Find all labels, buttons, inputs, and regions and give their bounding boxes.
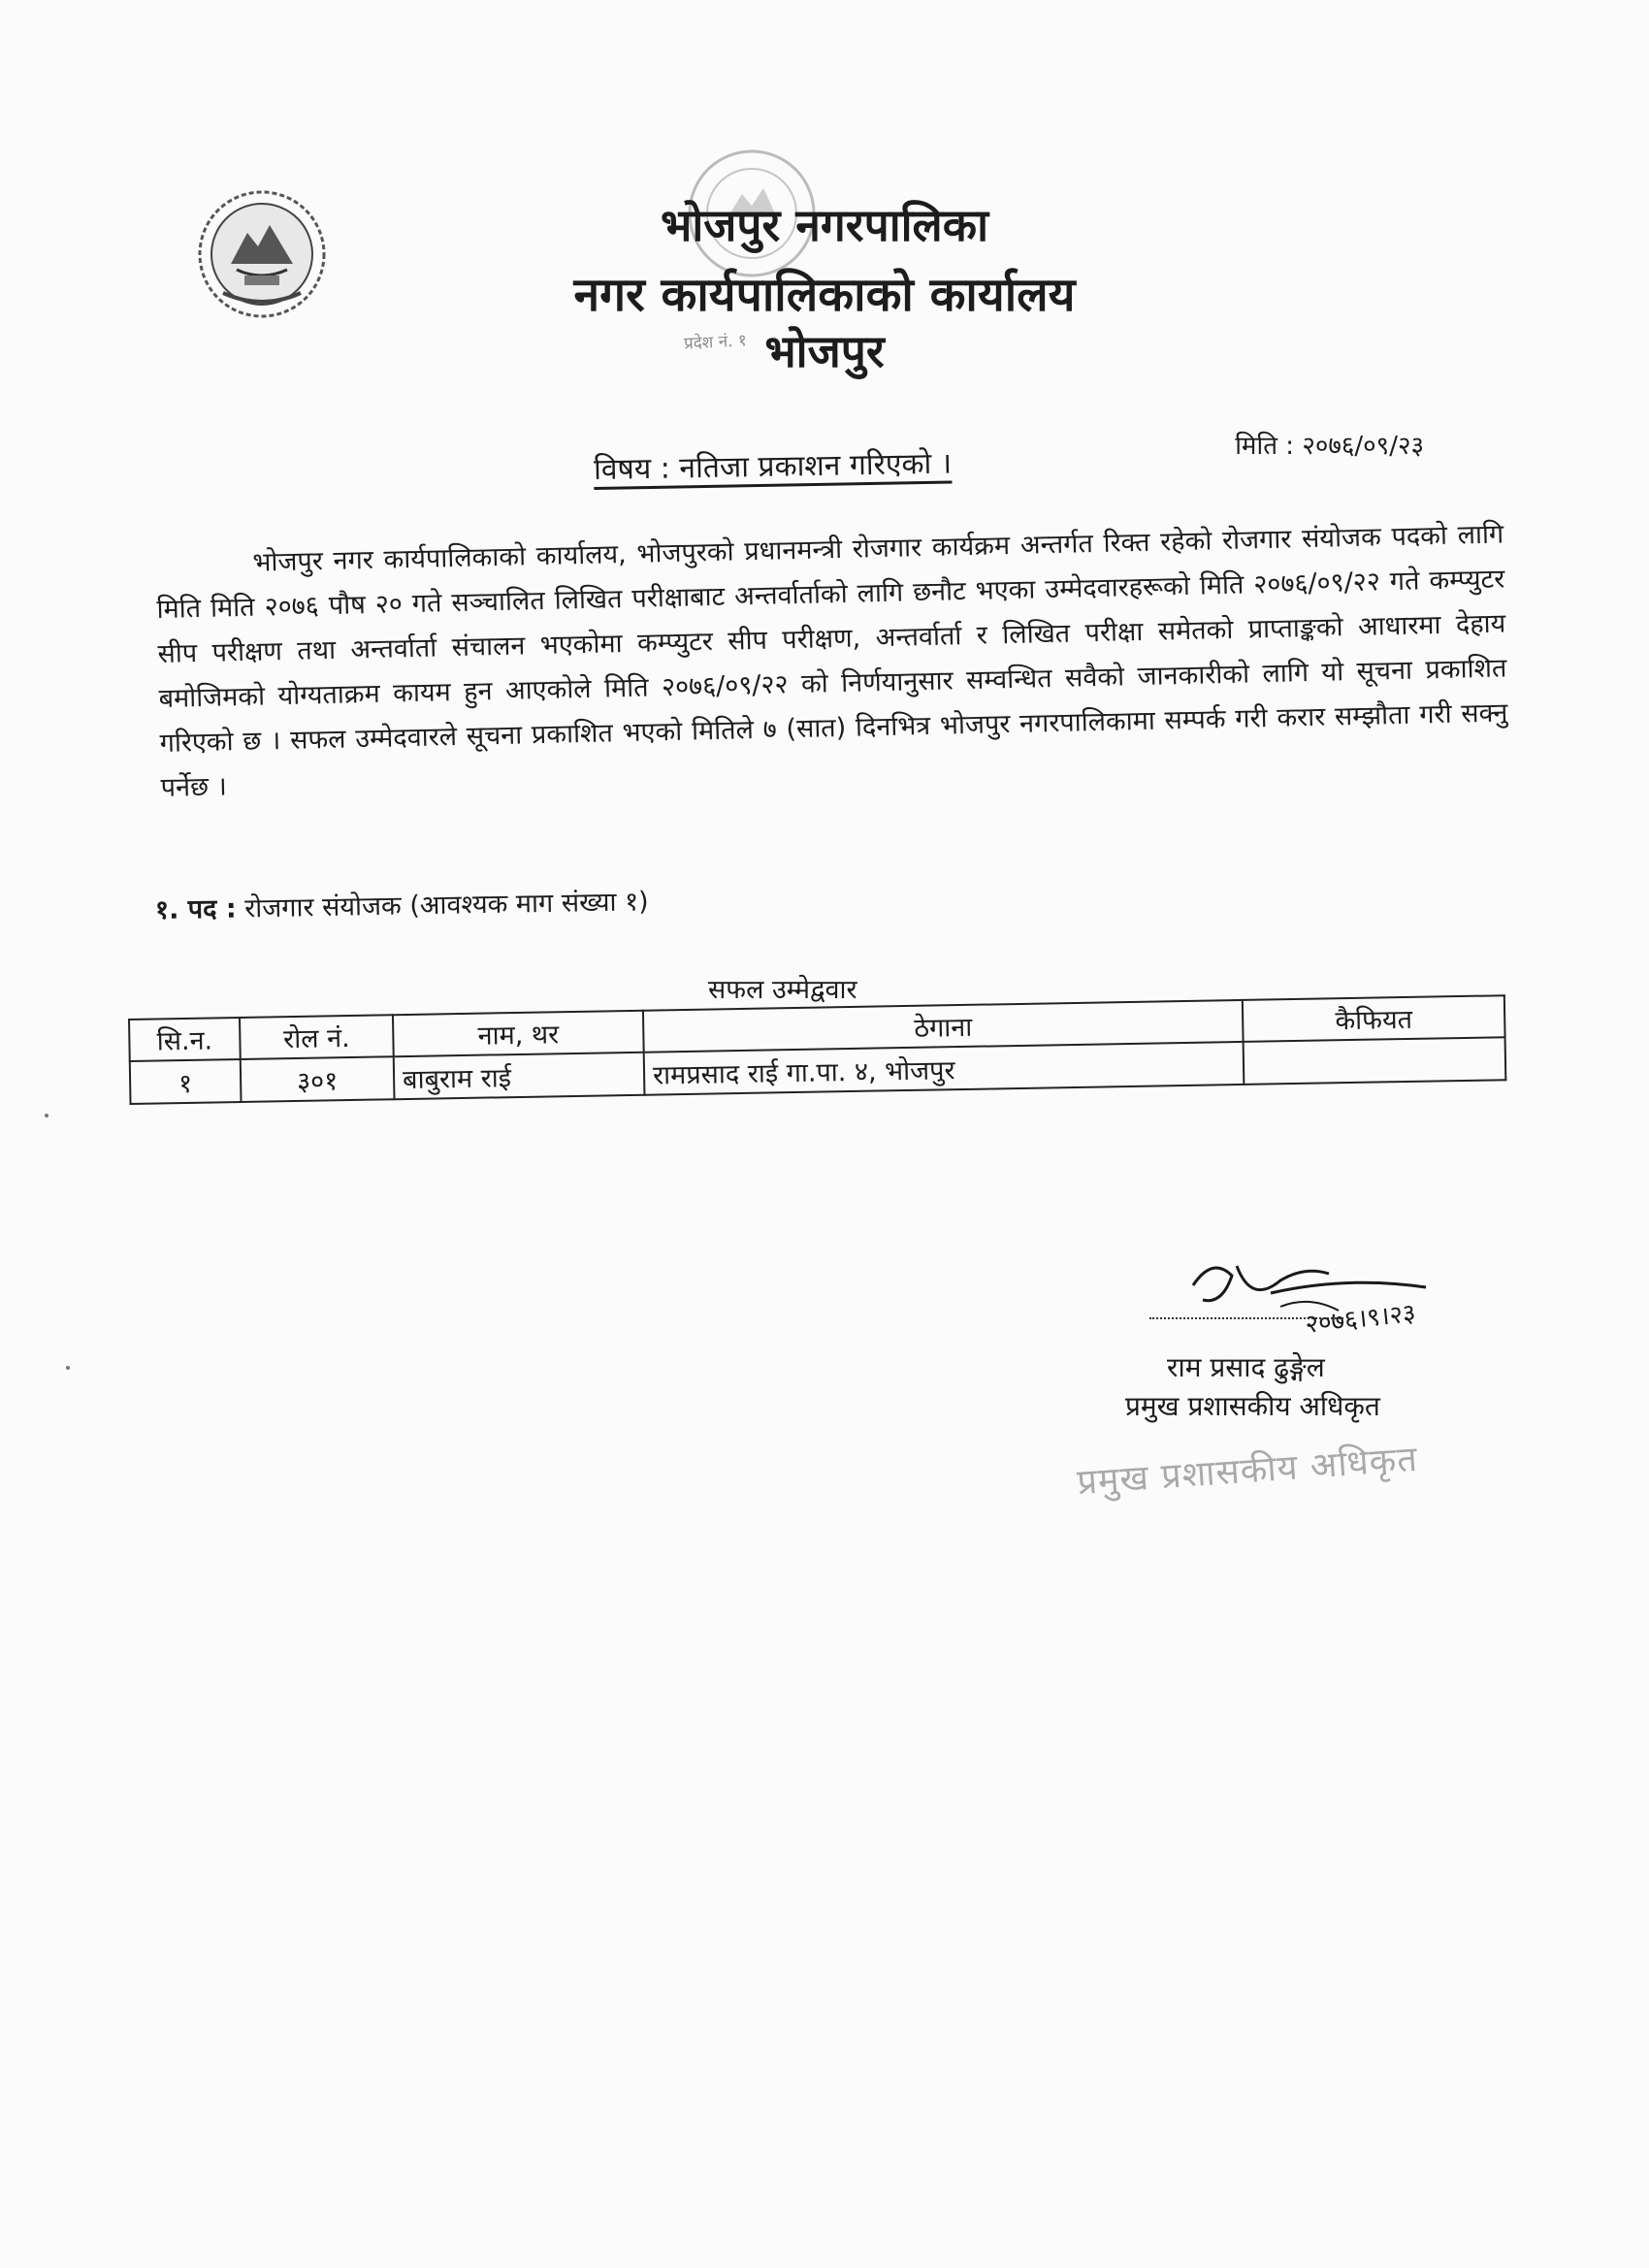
header-name: नाम, थर: [393, 1011, 644, 1056]
handwritten-signature: [1135, 1247, 1523, 1353]
results-table: [128, 994, 1506, 1105]
office-name: नगर कार्यपालिकाको कार्यालय: [573, 268, 1076, 322]
header-address: ठेगाना: [643, 1000, 1244, 1053]
signatory-title: प्रमुख प्रशासकीय अधिकृत: [1125, 1390, 1380, 1422]
post-value: रोजगार संयोजक (आवश्यक माग संख्या १): [243, 887, 649, 924]
table-caption: सफल उम्मेद्ववार: [708, 975, 857, 1005]
punch-mark: [45, 1114, 48, 1118]
office-location: भोजपुर: [764, 325, 885, 377]
cell-name: बाबुराम राई: [394, 1053, 645, 1099]
cell-sn: १: [130, 1059, 242, 1104]
post-line: [155, 882, 649, 926]
post-label: १. पद :: [154, 893, 237, 925]
header-roll: रोल नं.: [240, 1015, 394, 1059]
header-sn: सि.न.: [129, 1018, 241, 1061]
punch-mark: [66, 1366, 70, 1370]
results-table-wrap: [128, 994, 1506, 1105]
signatory-name: राम प्रसाद ढुङ्गेल: [1167, 1351, 1325, 1383]
letter-date: मिति : २०७६/०९/२३: [1235, 432, 1424, 461]
header-remarks: कैफियत: [1243, 995, 1505, 1042]
letter-subject: विषय : नतिजा प्रकाशन गरिएको ।: [593, 446, 953, 487]
cell-roll: ३०१: [241, 1056, 395, 1102]
stamp-province-text: प्रदेश नं. १: [683, 331, 748, 354]
designation-rubber-stamp: प्रमुख प्रशासकीय अधिकृत: [1076, 1439, 1420, 1504]
nepal-emblem-logo: [194, 186, 330, 322]
cell-remarks: [1244, 1037, 1506, 1085]
letter-body: भोजपुर नगर कार्यपालिकाको कार्यालय, भोजपुरको प्रधानमन्त्री रोजगार कार्यक्रम अन्तर्गत रिक्त रहेको रोजगार संयोजक पदको लागि मिति मिति २०७६ पौष २० गते सञ्चालित लिखित परीक्षाबाट अन्तर्वार्ताको लागि छनौट भएका उम्मेदवारहरूको मिति २०७६/०९/२२ गते कम्प्युटर सीप परीक्षण तथा अन्तर्वार्ता संचालन भएकोमा कम्प्युटर सीप परीक्षण, अन्तर्वार्ता र लिखित परीक्षा समेतको प्राप्ताङ्कको आधारमा देहाय बमोजिमको योग्यताक्रम कायम हुन आएकोले मिति २०७६/०९/२२ को निर्णयानुसार सम्वन्धित सवैको जानकारीको लागि यो सूचना प्रकाशित गरिएको छ । सफल उम्मेदवारले सूचना प्रकाशित भएको मितिले ७ (सात) दिनभित्र भोजपुर नगरपालिकामा सम्पर्क गरी करार सम्झौता गरी सक्नु पर्नेछ ।: [156, 519, 1508, 803]
handwritten-date: २०७६।९।२३: [1304, 1299, 1417, 1340]
municipality-name: भोजपुर नगरपालिका: [661, 199, 988, 251]
signature-line: [1149, 1317, 1343, 1319]
cell-address: रामप्रसाद राई गा.पा. ४, भोजपुर: [644, 1042, 1245, 1095]
